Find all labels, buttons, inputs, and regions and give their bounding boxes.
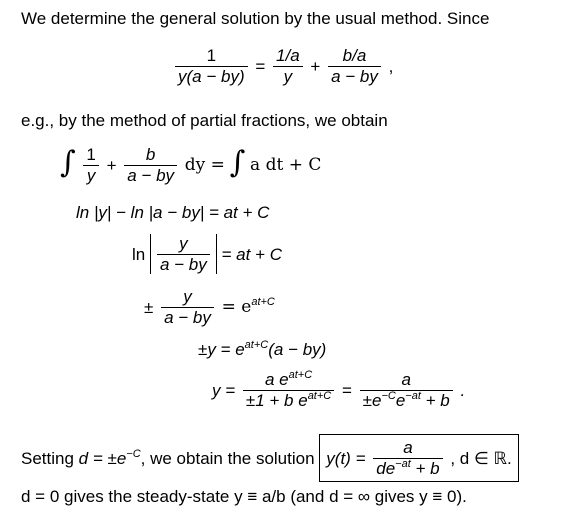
pmy-lhs: ±y = e [198, 340, 245, 359]
partial-fraction-equation [172, 46, 393, 86]
pmy-superscript: at+C [244, 339, 269, 351]
plus-minus: ± [144, 297, 154, 317]
absolute-value [150, 234, 217, 274]
pm-fraction-denominator: a − by [164, 307, 211, 327]
setting-post: , we obtain the solution [140, 448, 315, 468]
plus-sign: + [106, 155, 117, 175]
abs-fraction [157, 234, 210, 274]
solution-denominator [373, 459, 442, 479]
integrand-term1-numerator: 1 [86, 145, 96, 164]
integral-rhs: a dt + C [250, 154, 322, 175]
lhs-denominator: y(a − by) [178, 66, 245, 86]
term1-numerator: 1/a [276, 46, 300, 65]
boxed-solution [319, 434, 518, 482]
log-equation: ln |y| − ln |a − by| = at + C [76, 203, 270, 222]
integral-equation [60, 145, 321, 185]
integral-sign: ∫ [60, 145, 76, 181]
exp-eq [221, 295, 275, 317]
solution-numerator: a [403, 438, 413, 457]
numerator-base: a e [264, 370, 289, 389]
solution-fraction-1-denominator [243, 391, 334, 411]
integrand-term1-denominator: y [86, 165, 96, 185]
abs-fraction-numerator: y [179, 234, 188, 253]
pmy-factor: (a − by) [268, 340, 327, 359]
solution-fraction [373, 438, 442, 478]
integrand-term1 [83, 145, 98, 185]
lhs-numerator: 1 [206, 46, 217, 65]
exp-base: = e [221, 296, 252, 317]
conclusion-line [21, 434, 519, 482]
pmy-equation [198, 341, 326, 358]
intro-text: We determine the general solution by the usual method. Since [21, 9, 490, 28]
abs-fraction-denominator: a − by [159, 254, 207, 274]
sol-den-exp: −at [395, 457, 411, 470]
lhs-fraction [175, 46, 248, 86]
y-equals: y = [212, 380, 236, 400]
term2-fraction [328, 46, 381, 86]
comma: , [388, 56, 394, 76]
solution-lhs: y(t) = [326, 448, 366, 468]
equals-sign: = [341, 380, 352, 400]
term2-denominator: a − by [331, 66, 378, 86]
dy-equals: dy = [184, 154, 225, 175]
den-exp-2: −at [405, 389, 421, 402]
term1-denominator: y [283, 66, 293, 86]
pm-fraction-numerator: y [183, 287, 192, 306]
final-remark: d = 0 gives the steady-state y ≡ a/b (and d = ∞ gives y ≡ 0). [21, 487, 467, 506]
integrand-term2 [124, 145, 177, 185]
solution-domain: , d ∈ ℝ. [450, 448, 512, 468]
numerator-exp: at+C [288, 369, 313, 381]
pm-fraction [161, 287, 214, 327]
abs-log-equation [132, 234, 282, 274]
integrand-term2-numerator: b [145, 145, 156, 164]
term2-numerator: b/a [342, 46, 367, 65]
den-part-c: + b [420, 390, 450, 410]
solution-derivation [212, 370, 465, 410]
sol-den-a: de [376, 458, 396, 478]
exp-superscript: at+C [251, 295, 275, 308]
pm-equation [144, 287, 275, 327]
integrand-term2-denominator: a − by [127, 165, 175, 185]
den-part-a: ±e [362, 390, 382, 410]
abs-rhs: = at + C [221, 244, 282, 264]
den-part-b: e [395, 390, 406, 410]
setting-exp: −C [126, 447, 141, 460]
solution-fraction-2-numerator: a [401, 370, 411, 389]
setting-pre: Setting [21, 448, 79, 468]
solution-fraction-1-numerator [262, 370, 315, 390]
solution-fraction-2 [360, 370, 453, 410]
setting-text [21, 447, 315, 468]
denominator-exp: at+C [307, 389, 332, 402]
solution-fraction-2-denominator [360, 391, 453, 411]
equals-sign: = [255, 56, 266, 76]
den-exp-1: −C [381, 389, 396, 402]
after-text: e.g., by the method of partial fractions, we obtain [21, 111, 388, 130]
sol-den-b: + b [410, 458, 440, 478]
integral-sign-rhs: ∫ [229, 145, 246, 181]
plus-sign: + [310, 56, 321, 76]
setting-d: d = ±e [78, 448, 127, 468]
term1-fraction [273, 46, 303, 86]
period: . [460, 380, 466, 400]
ln-label: ln [132, 244, 146, 264]
solution-fraction-1 [243, 370, 334, 410]
denominator-base: ±1 + b e [245, 390, 308, 410]
